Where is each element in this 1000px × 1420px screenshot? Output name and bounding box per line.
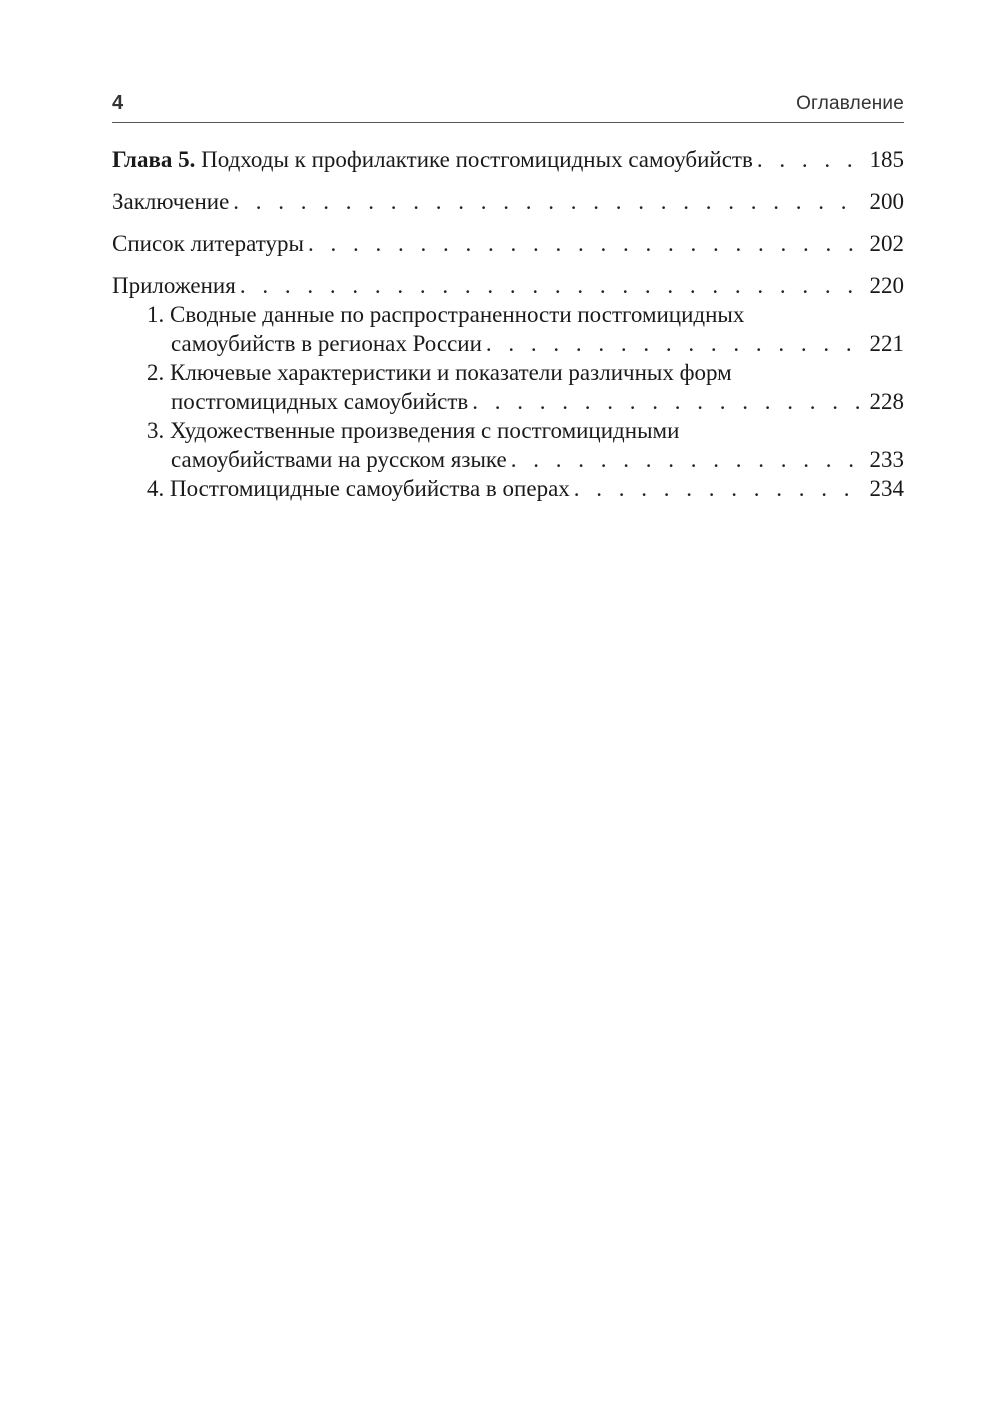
running-head (112, 88, 904, 123)
toc-page-number: 228 (869, 389, 904, 414)
toc-page-number: 221 (869, 331, 904, 356)
appendix-item[interactable] (147, 416, 904, 474)
toc-page-number: 220 (869, 273, 904, 298)
toc-entry-title (112, 145, 753, 174)
dot-leader (511, 445, 864, 474)
appendix-title-line: 2. Ключевые характеристики и показатели различных форм (147, 360, 732, 385)
appendix-title-continuation (171, 387, 904, 416)
appendix-title-continuation (171, 445, 904, 474)
chapter-title: Подходы к профилактике постгомицидных самоубийств (201, 147, 753, 172)
appendix-title-line: 1. Сводные данные по распространенности постгомицидных (147, 302, 745, 327)
appendix-title-line: 4. Постгомицидные самоубийства в операх (147, 476, 570, 501)
appendix-item[interactable] (147, 358, 904, 416)
appendix-title-line: постгомицидных самоубийств (171, 389, 469, 414)
toc-entry-title: Заключение (112, 189, 230, 214)
appendix-title-line: 3. Художественные произведения с постгомицидными (147, 418, 680, 443)
dot-leader (472, 387, 863, 416)
toc-entry-chapter-5[interactable] (112, 145, 904, 174)
appendix-item[interactable] (147, 474, 904, 503)
dot-leader (486, 329, 864, 358)
appendix-title-continuation (171, 329, 904, 358)
appendix-title-line: самоубийствами на русском языке (171, 447, 507, 472)
toc-page-number: 202 (869, 231, 904, 256)
dot-leader (240, 271, 864, 300)
dot-leader (574, 474, 864, 503)
table-of-contents (112, 145, 904, 503)
appendix-title-line: самоубийств в регионах России (171, 331, 482, 356)
appendix-item[interactable] (147, 300, 904, 358)
dot-leader (757, 145, 864, 174)
toc-page-number: 200 (869, 189, 904, 214)
dot-leader (233, 187, 863, 216)
toc-entry-title: Список литературы (112, 231, 304, 256)
toc-entry-title: Приложения (112, 273, 236, 298)
toc-page-number: 233 (869, 447, 904, 472)
page (112, 88, 904, 503)
page-number: 4 (112, 92, 124, 114)
toc-entry-references[interactable] (112, 229, 904, 258)
toc-page-number: 234 (869, 476, 904, 501)
toc-entry-conclusion[interactable] (112, 187, 904, 216)
appendix-list (147, 300, 904, 503)
chapter-label: Глава 5. (112, 147, 196, 172)
dot-leader (308, 229, 864, 258)
toc-entry-appendices[interactable] (112, 271, 904, 300)
section-title: Оглавление (796, 93, 904, 114)
toc-page-number: 185 (869, 147, 904, 172)
